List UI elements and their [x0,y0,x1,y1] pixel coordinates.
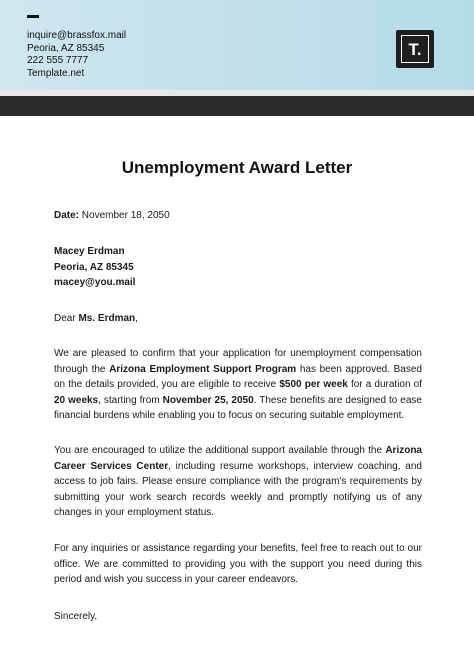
p1-text-2: has been approved. Based on the details provided, you are eligible to receive [54,363,422,390]
p1-text-1: We are pleased to confirm that your application for unemployment compensation through the [54,348,422,375]
logo-letter: T. [401,35,429,63]
duration: 20 weeks [54,394,99,406]
recipient-name: Macey Erdman [54,246,125,257]
contact-website: Template.net [27,67,85,79]
salutation-prefix: Dear [54,313,79,324]
letter-date [54,208,422,224]
paragraph-approval [54,346,422,424]
paragraph-support [54,443,422,521]
weekly-amount: $500 per week [279,379,348,390]
recipient-address: Peoria, AZ 85345 [54,261,134,273]
contact-address: Peoria, AZ 85345 [27,42,105,54]
program-name: Arizona Employment Support Program [109,363,297,375]
brand-logo [396,30,434,68]
p1-text-3: for a duration of [347,379,423,390]
p2-text-1: You are encouraged to utilize the additional support available through the [54,445,386,456]
date-label: Date: [54,210,80,221]
contact-email: inquire@brassfox.mail [27,30,127,41]
letter-title: Unemployment Award Letter [121,158,353,177]
salutation-suffix: , [135,313,138,324]
header-divider-dark [0,96,474,116]
closing: Sincerely, [54,611,98,622]
p2-text-2: , including resume workshops, interview coaching, and access to job fairs. Please ensure compliance with the program's requirements by submitting your work search records weekly and promptly notifying us of any changes in your employment status. [54,460,422,518]
salutation [54,311,422,327]
p1-text-5: . These benefits are designed to ease financial burdens while enabling you to focus on securing suitable employment. [54,394,422,421]
p1-text-4: , starting from [98,394,163,406]
recipient-email: macey@you.mail [54,277,136,288]
date-value: November 18, 2050 [81,210,170,221]
career-center-name: Arizona Career Services Center [54,445,422,472]
paragraph-inquiries: For any inquiries or assistance regarding your benefits, feel free to reach out to our office. We are committed to providing you with the support you need during this period and wish you success in your career endeavors. [54,543,422,585]
recipient-block [54,244,422,291]
contact-block [27,30,126,80]
decorative-dash [27,15,39,18]
start-date: November 25, 2050 [162,394,254,406]
salutation-name: Ms. Erdman [78,313,136,324]
letterhead [0,0,474,90]
contact-phone: 222 555 7777 [27,55,89,66]
